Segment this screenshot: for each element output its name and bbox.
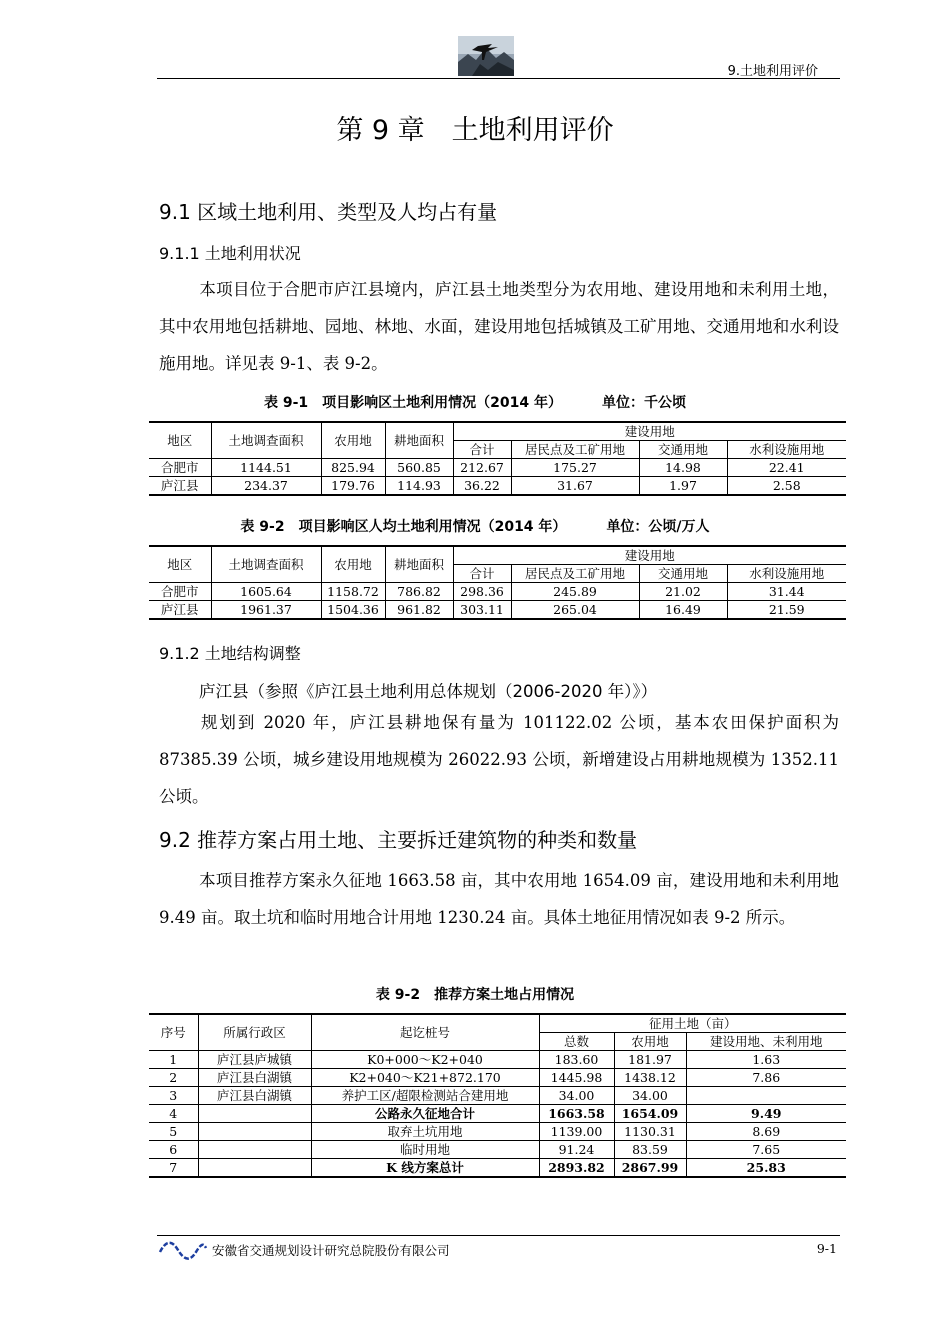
table3-header: 所属行政区 bbox=[198, 1014, 311, 1051]
section-9-1-2-title: 9.1.2 土地结构调整 bbox=[159, 644, 301, 663]
table-cell: 21.59 bbox=[727, 601, 846, 620]
table-row bbox=[149, 459, 846, 477]
table2-header: 农用地 bbox=[321, 546, 385, 583]
table-cell: 183.60 bbox=[539, 1051, 614, 1069]
table-cell: 265.04 bbox=[511, 601, 639, 620]
table3-header: 建设用地、未利用地 bbox=[686, 1033, 846, 1051]
table3-header: 征用土地（亩） bbox=[539, 1014, 846, 1033]
table-cell bbox=[198, 1159, 311, 1178]
table-cell: 4 bbox=[149, 1105, 198, 1123]
table-cell: 合肥市 bbox=[149, 583, 211, 601]
page-number: 9-1 bbox=[816, 1241, 837, 1256]
table-cell: 养护工区/超限检测站合建用地 bbox=[311, 1087, 539, 1105]
table3 bbox=[149, 1013, 846, 1178]
section-9-1-title: 9.1 区域土地利用、类型及人均占有量 bbox=[159, 200, 498, 224]
table2-unit: 单位：公顷/万人 bbox=[606, 519, 710, 535]
table-cell: 1139.00 bbox=[539, 1123, 614, 1141]
table3-header: 序号 bbox=[149, 1014, 198, 1051]
table-row bbox=[149, 1051, 846, 1069]
table-cell: 1 bbox=[149, 1051, 198, 1069]
table-cell: 36.22 bbox=[453, 477, 511, 496]
table-cell: 303.11 bbox=[453, 601, 511, 620]
table-cell: 取弃土坑用地 bbox=[311, 1123, 539, 1141]
paragraph-text: 本项目推荐方案永久征地 1663.58 亩，其中农用地 1654.09 亩，建设用地和未利用地 9.49 亩。取土坑和临时用地合计用地 1230.24 亩。具体土地征用情况如表 9-2 所示。 bbox=[159, 871, 839, 927]
mountain-pine-logo bbox=[458, 36, 514, 76]
table2-header: 建设用地 bbox=[453, 546, 846, 565]
table-cell: 83.59 bbox=[614, 1141, 686, 1159]
table1-header: 居民点及工矿用地 bbox=[511, 441, 639, 459]
table-cell: 31.67 bbox=[511, 477, 639, 496]
table1-header: 农用地 bbox=[321, 422, 385, 459]
table-cell: 3 bbox=[149, 1087, 198, 1105]
table2-header: 合计 bbox=[453, 565, 511, 583]
table-cell: 7 bbox=[149, 1159, 198, 1178]
table1-caption bbox=[0, 392, 950, 412]
table1 bbox=[149, 421, 846, 496]
table-row bbox=[149, 1123, 846, 1141]
table-cell: 91.24 bbox=[539, 1141, 614, 1159]
table-cell: 1130.31 bbox=[614, 1123, 686, 1141]
table-cell: 31.44 bbox=[727, 583, 846, 601]
section-9-2-title: 9.2 推荐方案占用土地、主要拆迁建筑物的种类和数量 bbox=[159, 828, 638, 852]
table-cell: 212.67 bbox=[453, 459, 511, 477]
table-cell: 2 bbox=[149, 1069, 198, 1087]
table2-header: 地区 bbox=[149, 546, 211, 583]
table-cell: 22.41 bbox=[727, 459, 846, 477]
table-cell: K 线方案总计 bbox=[311, 1159, 539, 1178]
table-row bbox=[149, 1159, 846, 1178]
table1-header: 水利设施用地 bbox=[727, 441, 846, 459]
table-cell: 114.93 bbox=[385, 477, 453, 496]
table2-header: 土地调查面积 bbox=[211, 546, 321, 583]
footer-rule bbox=[157, 1235, 840, 1236]
table-row bbox=[149, 1087, 846, 1105]
header-rule bbox=[157, 78, 840, 79]
table-cell: 179.76 bbox=[321, 477, 385, 496]
table-row bbox=[149, 1141, 846, 1159]
table1-header: 地区 bbox=[149, 422, 211, 459]
footer-company: 安徽省交通规划设计研究总院股份有限公司 bbox=[212, 1243, 450, 1258]
table2-header: 水利设施用地 bbox=[727, 565, 846, 583]
table-cell: 2867.99 bbox=[614, 1159, 686, 1178]
table-cell: 7.65 bbox=[686, 1141, 846, 1159]
table-cell: 298.36 bbox=[453, 583, 511, 601]
table-cell: 21.02 bbox=[639, 583, 727, 601]
table-row bbox=[149, 477, 846, 496]
section-9-2-paragraph bbox=[159, 862, 839, 936]
table-cell bbox=[198, 1141, 311, 1159]
table3-header: 总数 bbox=[539, 1033, 614, 1051]
table-cell: 9.49 bbox=[686, 1105, 846, 1123]
table-cell: 16.49 bbox=[639, 601, 727, 620]
table-cell: 560.85 bbox=[385, 459, 453, 477]
table-cell: 庐江县庐城镇 bbox=[198, 1051, 311, 1069]
table-cell: 234.37 bbox=[211, 477, 321, 496]
table-cell: 2893.82 bbox=[539, 1159, 614, 1178]
table-cell: 1663.58 bbox=[539, 1105, 614, 1123]
table-cell: 1504.36 bbox=[321, 601, 385, 620]
table-cell: 庐江县白湖镇 bbox=[198, 1087, 311, 1105]
table-cell: 1445.98 bbox=[539, 1069, 614, 1087]
table-cell: 1144.51 bbox=[211, 459, 321, 477]
table-cell: K2+040～K21+872.170 bbox=[311, 1069, 539, 1087]
table-cell: 961.82 bbox=[385, 601, 453, 620]
table-row bbox=[149, 583, 846, 601]
table2-caption-text: 表 9-2 项目影响区人均土地利用情况（2014 年） bbox=[240, 519, 567, 535]
table-cell: 6 bbox=[149, 1141, 198, 1159]
table-cell: 庐江县白湖镇 bbox=[198, 1069, 311, 1087]
table-row bbox=[149, 1105, 846, 1123]
table2 bbox=[149, 545, 846, 620]
table-cell: 786.82 bbox=[385, 583, 453, 601]
table-cell: 245.89 bbox=[511, 583, 639, 601]
paragraph-text: 本项目位于合肥市庐江县境内，庐江县土地类型分为农用地、建设用地和未利用土地，其中农用地包括耕地、园地、林地、水面，建设用地包括城镇及工矿用地、交通用地和水利设施用地。详见表 9-1、表 9-2。 bbox=[159, 280, 839, 373]
table3-header: 起讫桩号 bbox=[311, 1014, 539, 1051]
table-cell: 34.00 bbox=[539, 1087, 614, 1105]
paragraph-text: 规划到 2020 年，庐江县耕地保有量为 101122.02 公顷，基本农田保护面积为 87385.39 公顷，城乡建设用地规模为 26022.93 公顷，新增建设占用耕地规模为 1352.11 公顷。 bbox=[159, 713, 839, 806]
table3-caption: 表 9-2 推荐方案土地占用情况 bbox=[375, 987, 575, 1003]
chapter-title: 第 9 章 土地利用评价 bbox=[336, 115, 614, 146]
table1-header: 土地调查面积 bbox=[211, 422, 321, 459]
table1-header: 合计 bbox=[453, 441, 511, 459]
table1-header: 交通用地 bbox=[639, 441, 727, 459]
table-cell: 25.83 bbox=[686, 1159, 846, 1178]
table-cell bbox=[198, 1105, 311, 1123]
table-cell: 34.00 bbox=[614, 1087, 686, 1105]
table-cell: 14.98 bbox=[639, 459, 727, 477]
section-9-1-2-subtitle: 庐江县（参照《庐江县土地利用总体规划（2006-2020 年）》） bbox=[199, 682, 658, 701]
table-cell: 825.94 bbox=[321, 459, 385, 477]
table-cell: 1.97 bbox=[639, 477, 727, 496]
section-9-1-1-paragraph bbox=[159, 271, 839, 382]
table-cell: 公路永久征地合计 bbox=[311, 1105, 539, 1123]
table-cell: 1158.72 bbox=[321, 583, 385, 601]
table-cell: 181.97 bbox=[614, 1051, 686, 1069]
table-cell: 临时用地 bbox=[311, 1141, 539, 1159]
table1-unit: 单位：千公顷 bbox=[602, 395, 686, 411]
table-cell: 1438.12 bbox=[614, 1069, 686, 1087]
section-9-1-2-paragraph bbox=[159, 704, 839, 815]
table-row bbox=[149, 1069, 846, 1087]
wave-logo bbox=[158, 1238, 208, 1264]
table2-header: 耕地面积 bbox=[385, 546, 453, 583]
table-row bbox=[149, 601, 846, 620]
section-9-1-1-title: 9.1.1 土地利用状况 bbox=[159, 244, 301, 263]
table-cell: K0+000～K2+040 bbox=[311, 1051, 539, 1069]
table1-header: 耕地面积 bbox=[385, 422, 453, 459]
table-cell: 1961.37 bbox=[211, 601, 321, 620]
table1-caption-text: 表 9-1 项目影响区土地利用情况（2014 年） bbox=[263, 395, 562, 411]
table-cell: 7.86 bbox=[686, 1069, 846, 1087]
table2-caption bbox=[0, 516, 950, 536]
table2-header: 交通用地 bbox=[639, 565, 727, 583]
table3-header: 农用地 bbox=[614, 1033, 686, 1051]
table-cell: 庐江县 bbox=[149, 601, 211, 620]
table-cell bbox=[686, 1087, 846, 1105]
table-cell: 1654.09 bbox=[614, 1105, 686, 1123]
table-cell bbox=[198, 1123, 311, 1141]
table-cell: 1.63 bbox=[686, 1051, 846, 1069]
table-cell: 1605.64 bbox=[211, 583, 321, 601]
table-cell: 庐江县 bbox=[149, 477, 211, 496]
table2-header: 居民点及工矿用地 bbox=[511, 565, 639, 583]
table1-header: 建设用地 bbox=[453, 422, 846, 441]
header-chapter-ref: 9.土地利用评价 bbox=[727, 64, 818, 79]
table-cell: 合肥市 bbox=[149, 459, 211, 477]
table-cell: 5 bbox=[149, 1123, 198, 1141]
table-cell: 175.27 bbox=[511, 459, 639, 477]
table-cell: 2.58 bbox=[727, 477, 846, 496]
table-cell: 8.69 bbox=[686, 1123, 846, 1141]
